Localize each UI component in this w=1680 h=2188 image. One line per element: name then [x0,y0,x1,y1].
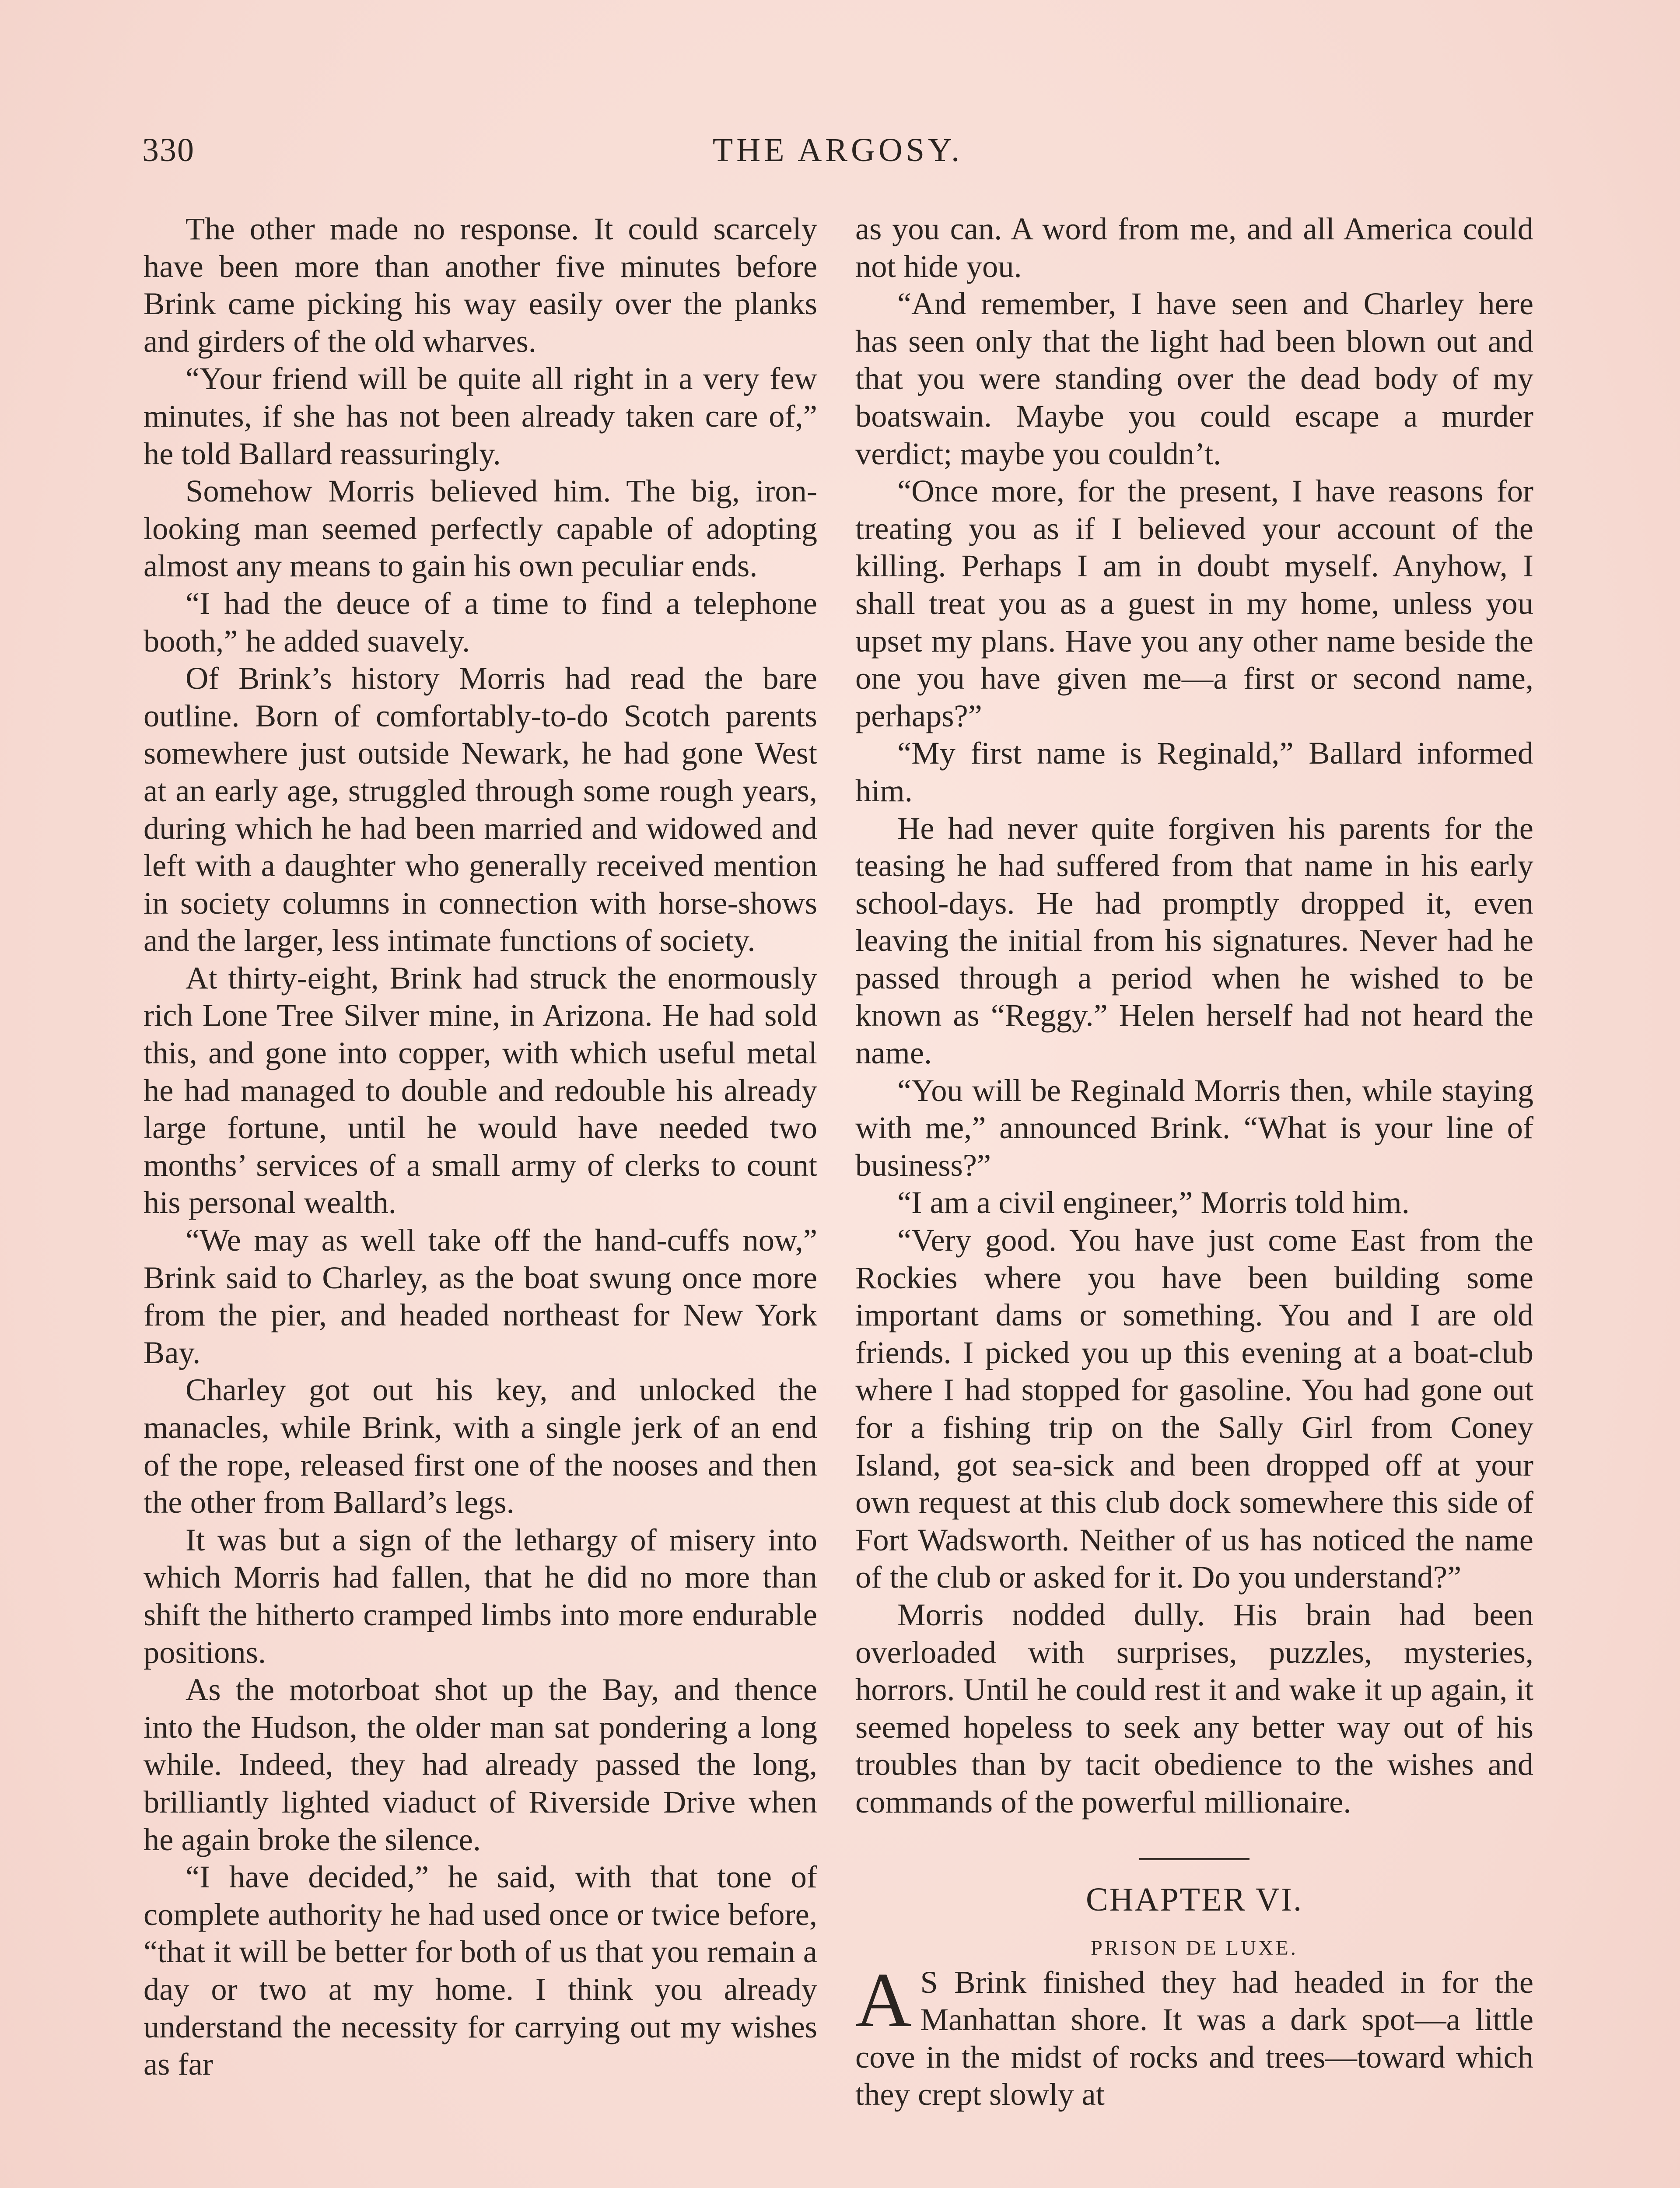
paragraph: The other made no response. It could scarcely have been more than another five minutes before Brink came picking his way easily over the planks and girders of the old wharves. [144,211,817,359]
paragraph: “My first name is Reginald,” Ballard informed him. [855,735,1533,808]
paragraph: “You will be Reginald Morris then, while staying with me,” announced Brink. “What is your line of business?” [855,1072,1533,1183]
left-column [144,210,817,2083]
chapter-opening-text: S Brink finished they had headed in for the Manhattan shore. It was a dark spot—a little cove in the midst of rocks and trees—toward which they crept slowly at [855,1964,1533,2112]
paragraph: Somehow Morris believed him. The big, iron-looking man seemed perfectly capable of adopting almost any means to gain his own peculiar ends. [144,473,817,584]
paragraph: It was but a sign of the lethargy of misery into which Morris had fallen, that he did no more than shift the hitherto cramped limbs into more endurable positions. [144,1522,817,1670]
chapter-heading: CHAPTER VI. [1085,1881,1303,1918]
continued-paragraph: as you can. A word from me, and all America could not hide you. [855,211,1533,284]
paragraph: “Very good. You have just come East from the Rockies where you have been building some important dams or something. You and I are old friends. I picked you up this evening at a boat-club where I had stopped for gasoline. You had gone out for a fishing trip on the Sally Girl from Coney Island, got sea-sick and been dropped off at your own request at this club dock somewhere this side of Fort Wadsworth. Neither of us has noticed the name of the club or asked for it. Do you understand?” [855,1222,1533,1595]
paragraph: He had never quite forgiven his parents for the teasing he had suffered from that name in his early school-days. He had promptly dropped it, even leaving the initial from his signatures. Never had he passed through a period when he wished to be known as “Reggy.” Helen herself had not heard the name. [855,810,1533,1071]
paragraph: “And remember, I have seen and Charley here has seen only that the light had been blown out and that you were standing over the dead body of my boatswain. Maybe you could escape a murder verdict; maybe you couldn’t. [855,286,1533,471]
chapter-subtitle: PRISON DE LUXE. [1091,1936,1298,1960]
paragraph: Of Brink’s history Morris had read the bare outline. Born of comfortably-to-do Scotch parents somewhere just outside Newark, he had gone West at an early age, struggled through some rough years, during which he had been married and widowed and left with a daughter who generally received mention in society columns in connection with horse-shows and the larger, less intimate functions of society. [144,660,817,958]
paragraph: “Once more, for the present, I have reasons for treating you as if I believed your account of the killing. Perhaps I am in doubt myself. Anyhow, I shall treat you as a guest in my home, unless you upset my plans. Have you any other name beside the one you have given me—a first or second name, perhaps?” [855,473,1533,733]
paragraph: “I had the deuce of a time to find a telephone booth,” he added suavely. [144,585,817,659]
page-header [142,131,1533,179]
right-column [855,210,1533,2113]
paragraph: “We may as well take off the hand-cuffs now,” Brink said to Charley, as the boat swung once more from the pier, and headed northeast for New York Bay. [144,1222,817,1370]
paragraph: “Your friend will be quite all right in a very few minutes, if she has not been already taken care of,” he told Ballard reassuringly. [144,361,817,471]
drop-cap: A [855,1956,912,2043]
paragraph: As the motorboat shot up the Bay, and thence into the Hudson, the older man sat pondering a long while. Indeed, they had already passed the long, brilliantly lighted viaduct of Riverside Drive when he again broke the silence. [144,1672,817,1857]
page-number: 330 [142,132,195,168]
section-divider [1139,1858,1250,1860]
running-title: THE ARGOSY. [712,132,963,168]
paragraph: “I have decided,” he said, with that tone of complete authority he had used once or twice before, “that it will be better for both of us that you remain a day or two at my home. I think you already understand the necessity for carrying out my wishes as far [144,1859,817,2082]
paragraph: Charley got out his key, and unlocked the manacles, while Brink, with a single jerk of an end of the rope, released first one of the nooses and then the other from Ballard’s legs. [144,1372,817,1520]
paragraph: “I am a civil engineer,” Morris told him. [897,1185,1410,1220]
paragraph: At thirty-eight, Brink had struck the enormously rich Lone Tree Silver mine, in Arizona. He had sold this, and gone into copper, with which useful metal he had managed to double and redouble his already large fortune, until he would have needed two months’ services of a small army of clerks to count his personal wealth. [144,960,817,1220]
paragraph: Morris nodded dully. His brain had been overloaded with surprises, puzzles, mysteries, horrors. Until he could rest it and wake it up again, it seemed hopeless to seek any better way out of his troubles than by tacit obedience to the wishes and commands of the powerful millionaire. [855,1596,1533,1820]
chapter-opening-paragraph [855,1956,1533,2113]
